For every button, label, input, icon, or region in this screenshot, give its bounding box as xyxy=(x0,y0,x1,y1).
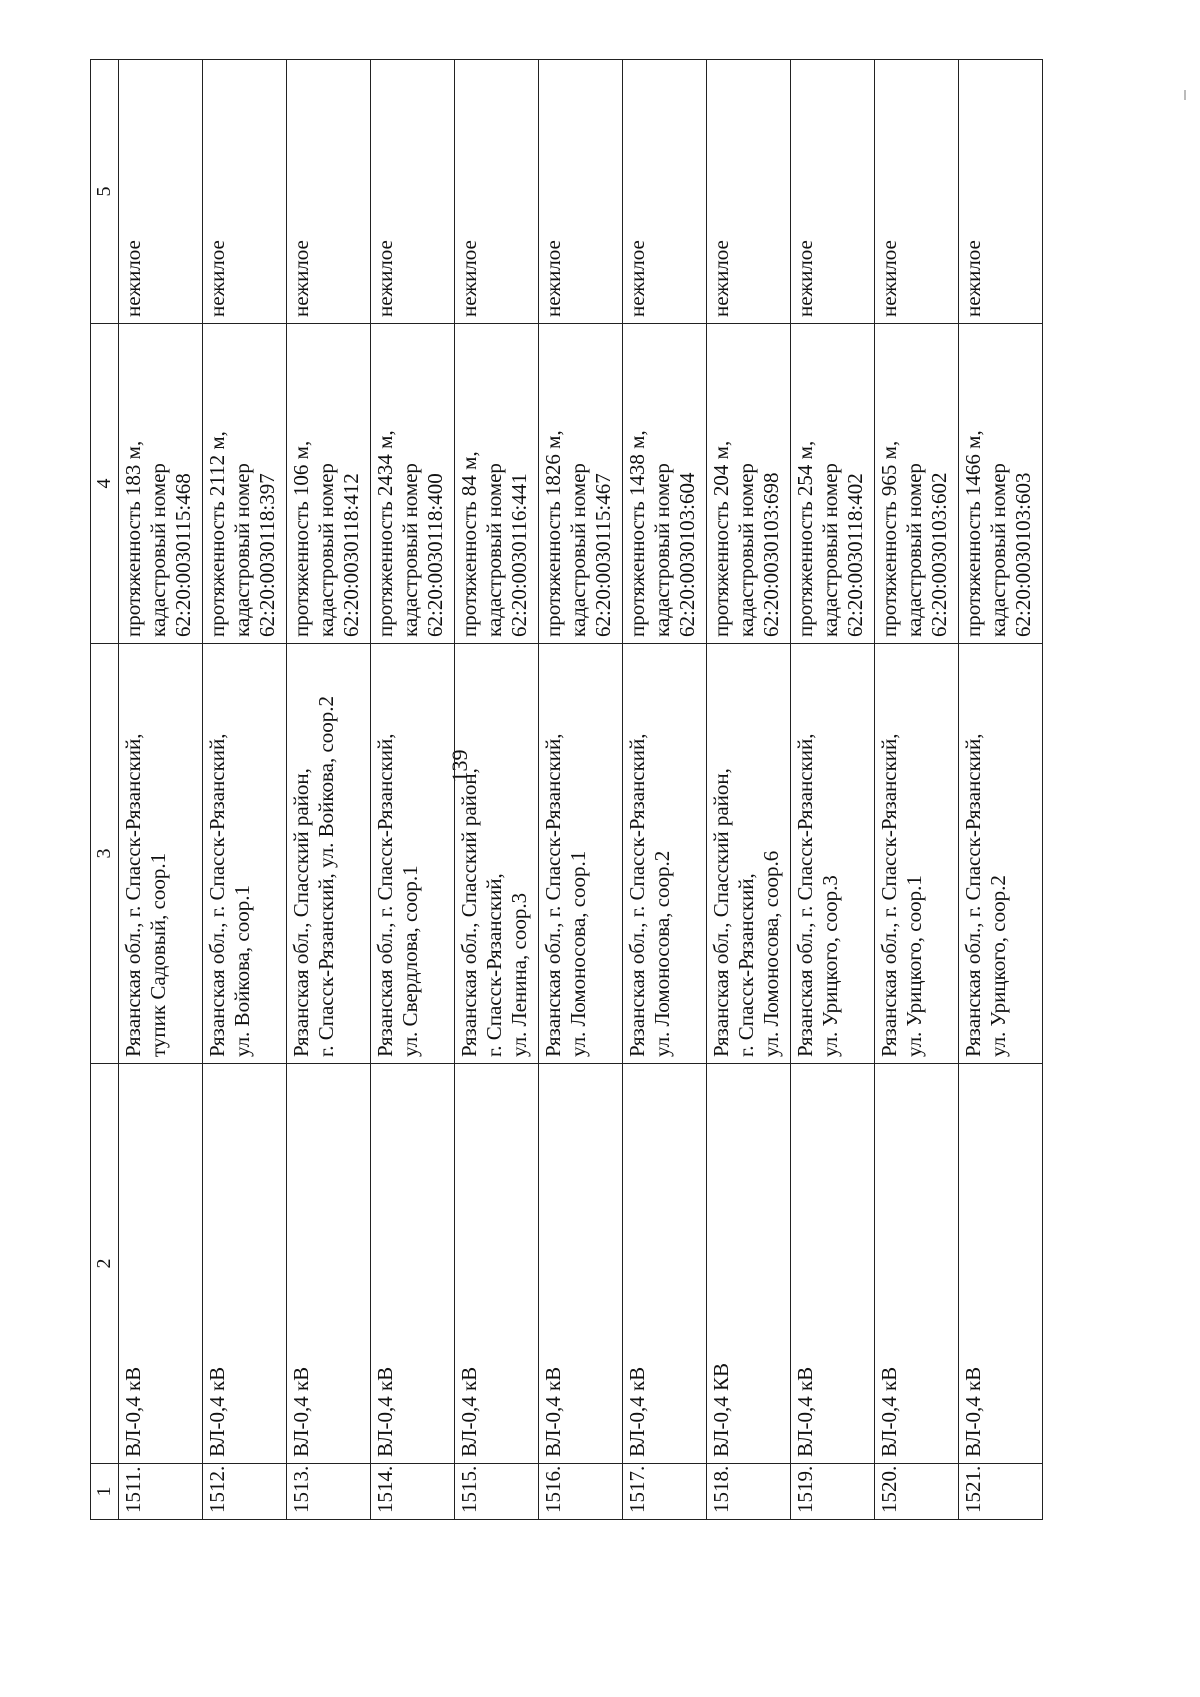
details-line: 62:20:0030118:402 xyxy=(843,473,867,637)
table-row xyxy=(287,60,371,1520)
object-name: ВЛ-0,4 кВ xyxy=(959,1064,1043,1464)
object-type: нежилое xyxy=(791,60,875,324)
object-name: ВЛ-0,4 кВ xyxy=(371,1064,455,1464)
table-row xyxy=(875,60,959,1520)
row-number: 1516. xyxy=(539,1464,623,1520)
table-header-row xyxy=(91,60,119,1520)
object-details xyxy=(875,324,959,644)
table-row xyxy=(371,60,455,1520)
object-address xyxy=(791,644,875,1064)
address-line: ул. Урицкого, соор.3 xyxy=(818,875,842,1057)
details-line: кадастровый номер xyxy=(314,463,338,637)
address-line: ул. Войкова, соор.1 xyxy=(230,885,254,1057)
address-line: Рязанская обл., г. Спасск-Рязанский, xyxy=(121,733,145,1057)
details-line: кадастровый номер xyxy=(146,463,170,637)
object-details xyxy=(287,324,371,644)
object-name: ВЛ-0,4 кВ xyxy=(455,1064,539,1464)
object-details xyxy=(539,324,623,644)
object-address xyxy=(707,644,791,1064)
table-row xyxy=(203,60,287,1520)
object-address xyxy=(875,644,959,1064)
table-row xyxy=(707,60,791,1520)
object-name: ВЛ-0,4 кВ xyxy=(203,1064,287,1464)
details-line: протяженность 204 м, xyxy=(709,440,733,637)
object-type: нежилое xyxy=(707,60,791,324)
table-row xyxy=(455,60,539,1520)
object-type: нежилое xyxy=(455,60,539,324)
details-line: протяженность 106 м, xyxy=(289,440,313,637)
details-line: протяженность 2112 м, xyxy=(205,431,229,637)
object-details xyxy=(119,324,203,644)
table-row xyxy=(539,60,623,1520)
address-line: г. Спасск-Рязанский, ул. Войкова, соор.2 xyxy=(314,695,338,1057)
details-line: протяженность 84 м, xyxy=(457,451,481,637)
address-line: тупик Садовый, соор.1 xyxy=(146,852,170,1057)
details-line: протяженность 2434 м, xyxy=(373,430,397,637)
address-line: Рязанская обл., Спасский район, xyxy=(289,768,313,1057)
row-number: 1517. xyxy=(623,1464,707,1520)
details-line: 62:20:0030115:468 xyxy=(171,473,195,637)
details-line: кадастровый номер xyxy=(650,463,674,637)
address-line: ул. Свердлова, соор.1 xyxy=(398,865,422,1057)
details-line: протяженность 965 м, xyxy=(877,440,901,637)
object-address xyxy=(287,644,371,1064)
object-name: ВЛ-0,4 кВ xyxy=(875,1064,959,1464)
details-line: 62:20:0030115:467 xyxy=(591,473,615,637)
details-line: кадастровый номер xyxy=(986,463,1010,637)
address-line: Рязанская обл., г. Спасск-Рязанский, xyxy=(205,733,229,1057)
address-line: Рязанская обл., Спасский район, xyxy=(457,768,481,1057)
address-line: г. Спасск-Рязанский, xyxy=(482,873,506,1057)
page-number: 139 xyxy=(447,749,472,783)
details-line: кадастровый номер xyxy=(818,463,842,637)
address-line: Рязанская обл., Спасский район, xyxy=(709,768,733,1057)
object-details xyxy=(791,324,875,644)
object-address xyxy=(959,644,1043,1064)
details-line: 62:20:0030118:412 xyxy=(339,473,363,637)
scan-mark xyxy=(1180,90,1194,130)
table-row xyxy=(119,60,203,1520)
address-line: ул. Ленина, соор.3 xyxy=(507,892,531,1057)
details-line: 62:20:0030118:400 xyxy=(423,473,447,637)
details-line: протяженность 183 м, xyxy=(121,440,145,637)
address-line: ул. Ломоносова, соор.1 xyxy=(566,850,590,1057)
address-line: Рязанская обл., г. Спасск-Рязанский, xyxy=(541,733,565,1057)
object-name: ВЛ-0,4 кВ xyxy=(539,1064,623,1464)
details-line: кадастровый номер xyxy=(482,463,506,637)
details-line: 62:20:0030103:698 xyxy=(759,472,783,637)
table-row xyxy=(623,60,707,1520)
object-details xyxy=(455,324,539,644)
row-number: 1519. xyxy=(791,1464,875,1520)
object-address xyxy=(539,644,623,1064)
address-line: ул. Урицкого, соор.2 xyxy=(986,875,1010,1057)
object-details xyxy=(203,324,287,644)
object-details xyxy=(623,324,707,644)
object-address xyxy=(455,644,539,1064)
object-name: ВЛ-0,4 кВ xyxy=(791,1064,875,1464)
address-line: Рязанская обл., г. Спасск-Рязанский, xyxy=(625,733,649,1057)
row-number: 1513. xyxy=(287,1464,371,1520)
address-line: Рязанская обл., г. Спасск-Рязанский, xyxy=(793,733,817,1057)
object-type: нежилое xyxy=(959,60,1043,324)
column-header: 5 xyxy=(91,60,119,324)
details-line: кадастровый номер xyxy=(734,463,758,637)
object-type: нежилое xyxy=(203,60,287,324)
object-type: нежилое xyxy=(287,60,371,324)
column-header: 4 xyxy=(91,324,119,644)
object-details xyxy=(371,324,455,644)
table-body xyxy=(119,60,1043,1520)
details-line: протяженность 254 м, xyxy=(793,440,817,637)
object-type: нежилое xyxy=(539,60,623,324)
details-line: 62:20:0030118:397 xyxy=(255,473,279,637)
object-type: нежилое xyxy=(623,60,707,324)
details-line: протяженность 1438 м, xyxy=(625,430,649,637)
row-number: 1520. xyxy=(875,1464,959,1520)
details-line: кадастровый номер xyxy=(398,463,422,637)
object-address xyxy=(371,644,455,1064)
address-line: г. Спасск-Рязанский, xyxy=(734,873,758,1057)
object-details xyxy=(707,324,791,644)
object-type: нежилое xyxy=(371,60,455,324)
object-details xyxy=(959,324,1043,644)
address-line: Рязанская обл., г. Спасск-Рязанский, xyxy=(961,733,985,1057)
details-line: 62:20:0030116:441 xyxy=(507,473,531,637)
details-line: кадастровый номер xyxy=(566,463,590,637)
details-line: протяженность 1826 м, xyxy=(541,430,565,637)
row-number: 1512. xyxy=(203,1464,287,1520)
details-line: кадастровый номер xyxy=(230,463,254,637)
address-line: ул. Ломоносова, соор.2 xyxy=(650,850,674,1057)
object-name: ВЛ-0,4 кВ xyxy=(119,1064,203,1464)
object-name: ВЛ-0,4 кВ xyxy=(623,1064,707,1464)
table-row xyxy=(791,60,875,1520)
details-line: кадастровый номер xyxy=(902,463,926,637)
objects-table xyxy=(90,59,1043,1520)
column-header: 2 xyxy=(91,1064,119,1464)
object-name: ВЛ-0,4 КВ xyxy=(707,1064,791,1464)
details-line: 62:20:0030103:603 xyxy=(1011,472,1035,637)
object-address xyxy=(623,644,707,1064)
column-header: 3 xyxy=(91,644,119,1064)
address-line: Рязанская обл., г. Спасск-Рязанский, xyxy=(877,733,901,1057)
table-row xyxy=(959,60,1043,1520)
details-line: протяженность 1466 м, xyxy=(961,430,985,637)
details-line: 62:20:0030103:604 xyxy=(675,472,699,637)
object-type: нежилое xyxy=(875,60,959,324)
row-number: 1518. xyxy=(707,1464,791,1520)
row-number: 1521. xyxy=(959,1464,1043,1520)
table-container xyxy=(90,60,1090,1520)
address-line: Рязанская обл., г. Спасск-Рязанский, xyxy=(373,733,397,1057)
address-line: ул. Урицкого, соор.1 xyxy=(902,875,926,1057)
object-name: ВЛ-0,4 кВ xyxy=(287,1064,371,1464)
column-header: 1 xyxy=(91,1464,119,1520)
row-number: 1514. xyxy=(371,1464,455,1520)
object-type: нежилое xyxy=(119,60,203,324)
row-number: 1511. xyxy=(119,1464,203,1520)
object-address xyxy=(203,644,287,1064)
address-line: ул. Ломоносова, соор.6 xyxy=(759,850,783,1057)
object-address xyxy=(119,644,203,1064)
details-line: 62:20:0030103:602 xyxy=(927,472,951,637)
row-number: 1515. xyxy=(455,1464,539,1520)
